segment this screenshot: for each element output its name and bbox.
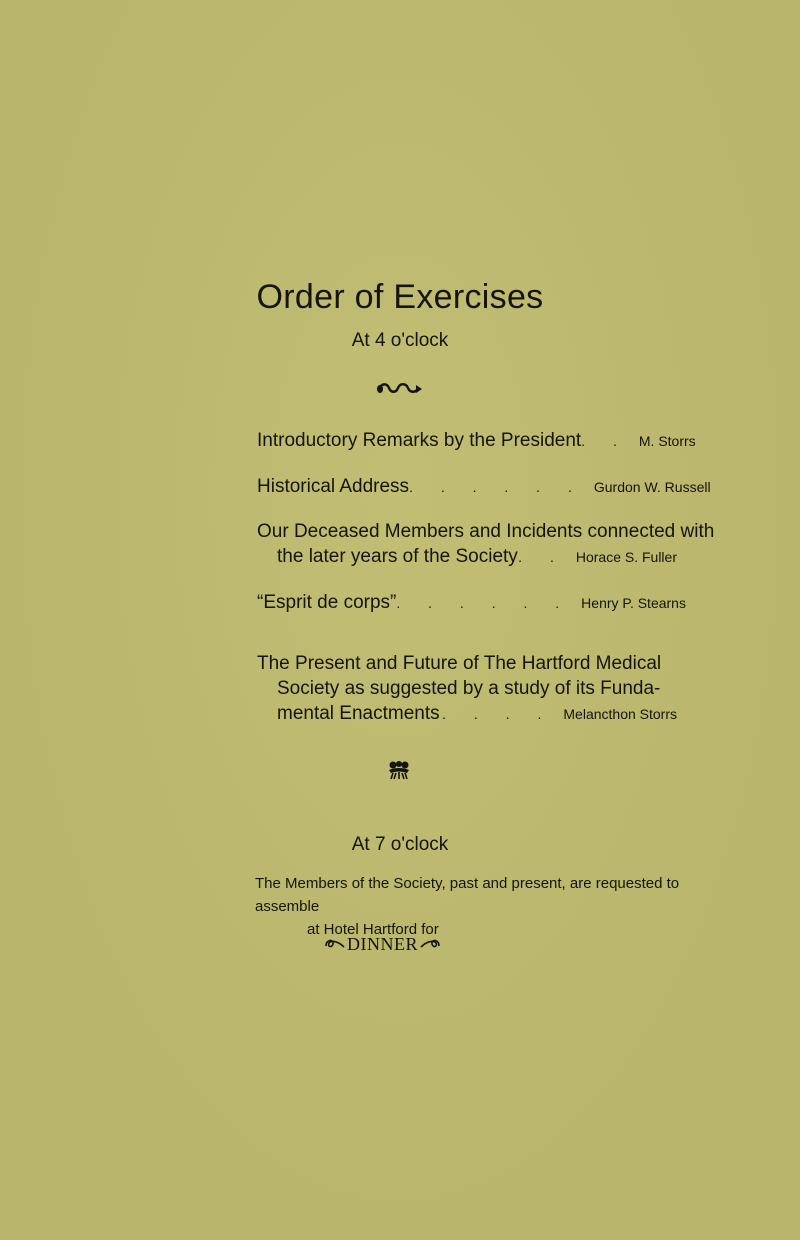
entry-speaker: Henry P. Stearns [581,595,686,611]
entry-title: Historical Address [257,476,410,497]
entry-speaker: Melancthon Storrs [563,706,677,722]
dinner-heading [324,933,474,955]
scroll-flourish-icon [324,937,346,951]
program-entry [257,651,677,727]
dinner-label: DINNER [347,933,418,954]
first-session-heading: At 4 o'clock [351,330,449,351]
entry-title: The Present and Future of The Hartford Medical [257,653,662,674]
program-entry [257,590,686,616]
leader-dots: . . [581,433,629,449]
entry-title-continued: mental Enactments [277,703,440,724]
flower-ornament-icon [385,760,413,780]
notice-line: The Members of the Society, past and present, are requested to assemble [255,875,680,915]
ornament-icon [376,382,424,396]
entry-title: Introductory Remarks by the President [257,430,582,451]
entry-speaker: Horace S. Fuller [575,549,677,565]
program-entry [257,519,715,570]
leader-dots: . . [518,549,566,565]
entry-title-continued: Society as suggested by a study of its Funda- [277,678,661,699]
entry-speaker: Gurdon W. Russell [593,479,711,495]
entry-title: Our Deceased Members and Incidents connected with [257,521,715,542]
page-title: Order of Exercises [256,278,544,316]
leader-dots: . . . . . . [409,479,584,495]
leader-dots: . . . . . . [396,595,572,611]
scroll-flourish-icon [419,937,441,951]
entry-speaker: M. Storrs [638,433,696,449]
notice-line: at Hotel Hartford for [307,921,439,938]
program-entry [257,474,711,500]
entry-title-continued: the later years of the Society [277,546,518,567]
second-session-heading: At 7 o'clock [351,834,449,855]
program-entry [257,428,696,454]
dinner-notice [255,872,715,941]
leader-dots: . . . . [442,706,554,722]
entry-title: “Esprit de corps” [257,592,397,613]
